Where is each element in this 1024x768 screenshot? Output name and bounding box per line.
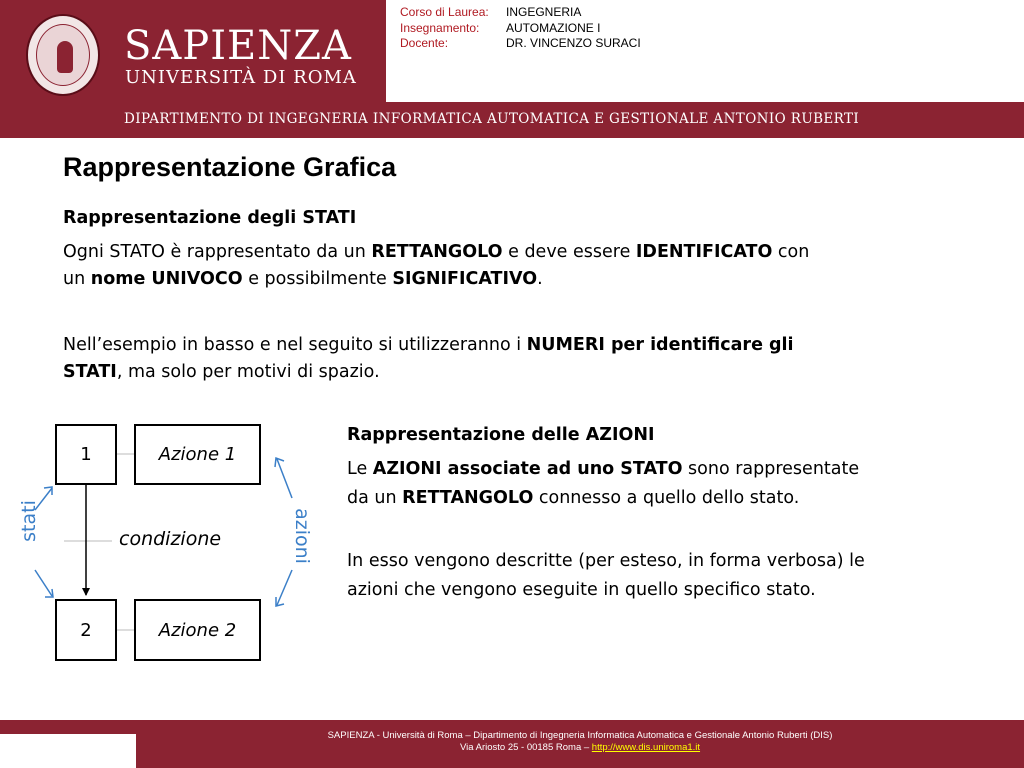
department-name: DIPARTIMENTO DI INGEGNERIA INFORMATICA AUTOMATICA E GESTIONALE ANTONIO RUBERTI [124,111,860,127]
text-run: Le [347,459,373,479]
bold-run: STATI [63,362,117,382]
state-box-1: 1 [55,424,117,485]
actions-paragraph [347,455,859,513]
slide-title: Rappresentazione Grafica [63,152,397,182]
course-label: Corso di Laurea: [400,5,489,19]
text-run: e deve essere [502,242,636,262]
bold-run: AZIONI associate ad uno STATO [372,459,683,479]
text-run: e possibilmente [242,269,393,289]
condition-label: condizione [119,528,222,550]
numbers-paragraph [63,332,794,386]
description-paragraph [347,547,865,605]
text-run: . [537,269,543,289]
teaching-label: Insegnamento: [400,20,480,35]
footer-address [136,742,1024,754]
text-run: , ma solo per motivi di spazio. [116,362,380,382]
text-run: Ogni STATO è rappresentato da un [63,242,372,262]
text-line: In esso vengono descritte (per esteso, in forma verbosa) le [347,551,865,571]
bold-run: NUMERI per identificare gli [526,335,794,355]
states-label: stati [18,500,40,542]
text-run: Nell’esempio in basso e nel seguito si utilizzeranno i [63,335,527,355]
text-run: da un [347,488,403,508]
text-line: azioni che vengono eseguite in quello specifico stato. [347,580,816,600]
footer-line: SAPIENZA - Università di Roma – Dipartimento di Ingegneria Informatica Automatica e Gestionale Antonio Ruberti (DIS) [327,730,833,741]
text-run: sono rappresentate [682,459,860,479]
bold-run: nome UNIVOCO [90,269,243,289]
footer-left-strip [0,720,136,734]
bold-run: SIGNIFICATIVO [392,269,538,289]
actions-subtitle: Rappresentazione delle AZIONI [347,425,655,445]
teacher-value: DR. VINCENZO SURACI [506,36,641,50]
state-box-2: 2 [55,599,117,661]
teacher-label: Docente: [400,36,449,50]
course-info-row [400,21,641,37]
actions-label: azioni [291,508,313,564]
course-info-row [400,36,641,52]
text-run: un [63,269,91,289]
text-run: con [772,242,810,262]
text-run: connesso a quello dello stato. [533,488,800,508]
course-info [400,5,641,52]
bold-run: RETTANGOLO [402,488,534,508]
header-brand-panel [0,0,386,102]
states-subtitle: Rappresentazione degli STATI [63,208,357,228]
teaching-value: AUTOMAZIONE I [506,20,601,35]
actions-pointer-arrows [275,458,292,606]
footer [136,720,1024,768]
university-seal-logo [26,14,100,96]
department-bar [0,102,1024,138]
action-box-1: Azione 1 [134,424,261,485]
footer-address-text: Via Ariosto 25 - 00185 Roma – [459,742,592,753]
university-subtitle: UNIVERSITÀ DI ROMA [125,67,357,88]
states-paragraph [63,239,809,293]
footer-link[interactable]: http://www.dis.uniroma1.it [591,742,701,753]
action-box-2: Azione 2 [134,599,261,661]
bold-run: RETTANGOLO [371,242,503,262]
bold-run: IDENTIFICATO [635,242,773,262]
course-value: INGEGNERIA [506,5,582,19]
university-name: SAPIENZA [124,23,352,69]
course-info-row [400,5,641,21]
